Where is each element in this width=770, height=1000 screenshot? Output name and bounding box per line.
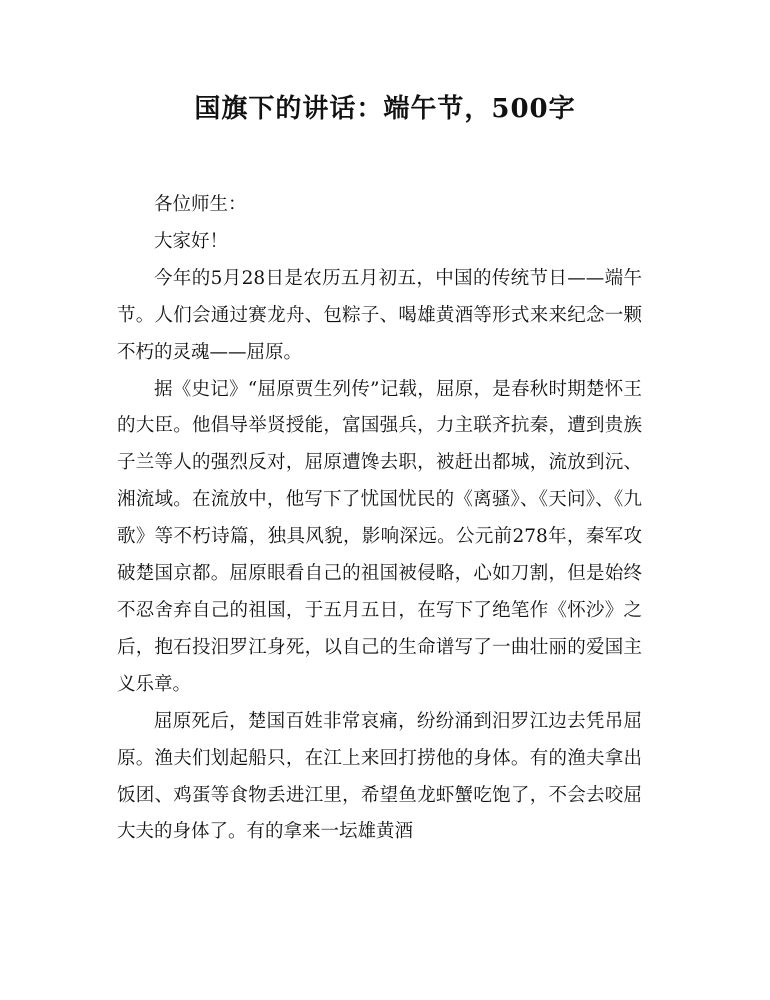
paragraph-intro: 今年的5月28日是农历五月初五，中国的传统节日——端午节。人们会通过赛龙舟、包粽子、喝雄黄酒等形式来来纪念一颗不朽的灵魂——屈原。 (117, 267, 642, 363)
paragraph-greeting: 各位师生： (154, 194, 247, 215)
page-title: 国旗下的讲话：端午节，500字 (194, 94, 576, 124)
paragraph-mourning: 屈原死后，楚国百姓非常哀痛，纷纷涌到汨罗江边去凭吊屈原。渔夫们划起船只，在江上来回打捞他的身体。有的渔夫拿出饭团、鸡蛋等食物丢进江里，希望鱼龙虾蟹吃饱了，不会去咬屈大夫的身体了。有的拿来一坛雄黄酒 (117, 710, 642, 843)
document-body (117, 187, 642, 851)
paragraph-hello: 大家好！ (154, 230, 229, 252)
paragraph-history: 据《史记》“屈原贾生列传”记载，屈原，是春秋时期楚怀王的大臣。他倡导举贤授能，富国强兵，力主联齐抗秦，遭到贵族子兰等人的强烈反对，屈原遭馋去职，被赶出都城，流放到沅、湘流域。在流放中，他写下了忧国忧民的《离骚》、《天问》、《九歌》等不朽诗篇，独具风貌，影响深远。公元前278年，秦军攻破楚国京都。屈原眼看自己的祖国被侵略，心如刀割，但是始终不忍舍弃自己的祖国，于五月五日，在写下了绝笔作《怀沙》之后，抱石投汨罗江身死，以自己的生命谱写了一曲壮丽的爱国主义乐章。 (117, 378, 642, 695)
